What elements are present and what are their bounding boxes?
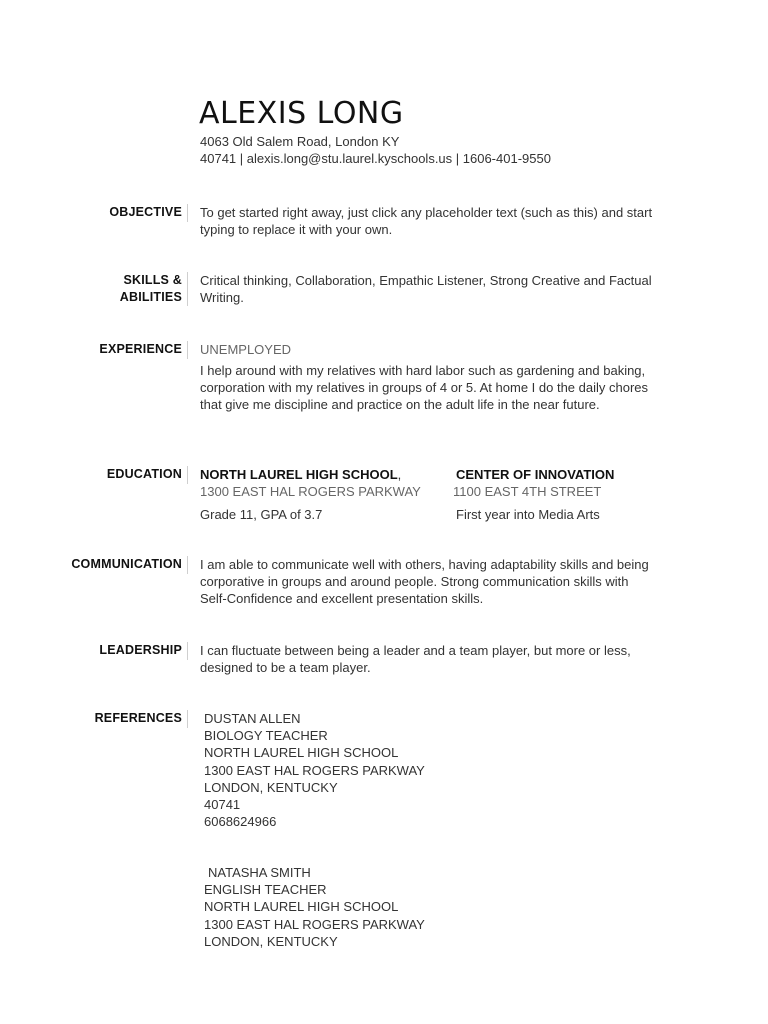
school-1-address: 1300 EAST HAL ROGERS PARKWAY (200, 484, 421, 499)
reference-2 (204, 864, 425, 950)
section-label-leadership: LEADERSHIP (99, 643, 182, 657)
skills-text: Critical thinking, Collaboration, Empathic Listener, Strong Creative and Factual Writing. (200, 273, 652, 306)
section-divider (187, 341, 188, 359)
school-2-address: 1100 EAST 4TH STREET (453, 484, 602, 499)
reference-1-city: LONDON, KENTUCKY (204, 779, 338, 795)
section-divider (187, 642, 188, 660)
school-1-suffix: , (397, 467, 402, 482)
school-2-name: CENTER OF INNOVATION (456, 467, 615, 482)
reference-1-title: BIOLOGY TEACHER (204, 728, 328, 744)
section-label-references: REFERENCES (94, 711, 182, 725)
skills-label-line2: ABILITIES (119, 290, 182, 304)
address-line: 4063 Old Salem Road, London KY (200, 134, 400, 149)
section-label-communication: COMMUNICATION (71, 557, 182, 571)
experience-title: UNEMPLOYED (200, 342, 292, 357)
reference-2-name: NATASHA SMITH (208, 865, 311, 880)
reference-2-title: ENGLISH TEACHER (204, 882, 327, 898)
reference-1-zip: 40741 (204, 797, 241, 813)
section-label-experience: EXPERIENCE (99, 342, 182, 356)
school-2-detail: First year into Media Arts (456, 507, 600, 522)
section-divider (187, 272, 188, 306)
school-1-name: NORTH LAUREL HIGH SCHOOL (200, 467, 398, 482)
section-divider (187, 556, 188, 574)
experience-text: I help around with my relatives with hard labor such as gardening and baking, corporation with my relatives in groups of 4 or 5. At home I do the daily chores that give me discipline and practice on the adult life in the near future. (200, 363, 649, 413)
reference-1-name: DUSTAN ALLEN (204, 711, 301, 726)
school-1-detail: Grade 11, GPA of 3.7 (200, 507, 323, 522)
leadership-text: I can fluctuate between being a leader and a team player, but more or less, designed to be a team player. (200, 643, 631, 676)
communication-text: I am able to communicate well with others, having adaptability skills and being corporative in groups and around people. Strong communication skills with Self-Confidence and excellent presentation skills. (200, 557, 649, 607)
reference-1-street: 1300 EAST HAL ROGERS PARKWAY (204, 762, 425, 778)
reference-2-city: LONDON, KENTUCKY (204, 933, 338, 949)
resume-name: ALEXIS LONG (199, 96, 404, 131)
skills-label-line1: SKILLS & (123, 273, 182, 287)
reference-2-street: 1300 EAST HAL ROGERS PARKWAY (204, 916, 425, 932)
section-label-objective: OBJECTIVE (109, 205, 182, 219)
section-divider (187, 466, 188, 484)
section-divider (187, 710, 188, 728)
contact-line: 40741 | alexis.long@stu.laurel.kyschools.us | 1606-401-9550 (200, 151, 551, 166)
school-1-heading (200, 466, 450, 483)
reference-1-school: NORTH LAUREL HIGH SCHOOL (204, 745, 399, 761)
section-label-education: EDUCATION (106, 467, 182, 481)
objective-text: To get started right away, just click any placeholder text (such as this) and start typing to replace it with your own. (200, 205, 653, 238)
section-label-skills (120, 272, 182, 306)
reference-1 (204, 710, 425, 830)
reference-1-phone: 6068624966 (204, 814, 277, 830)
reference-2-school: NORTH LAUREL HIGH SCHOOL (204, 899, 399, 915)
section-divider (187, 204, 188, 222)
